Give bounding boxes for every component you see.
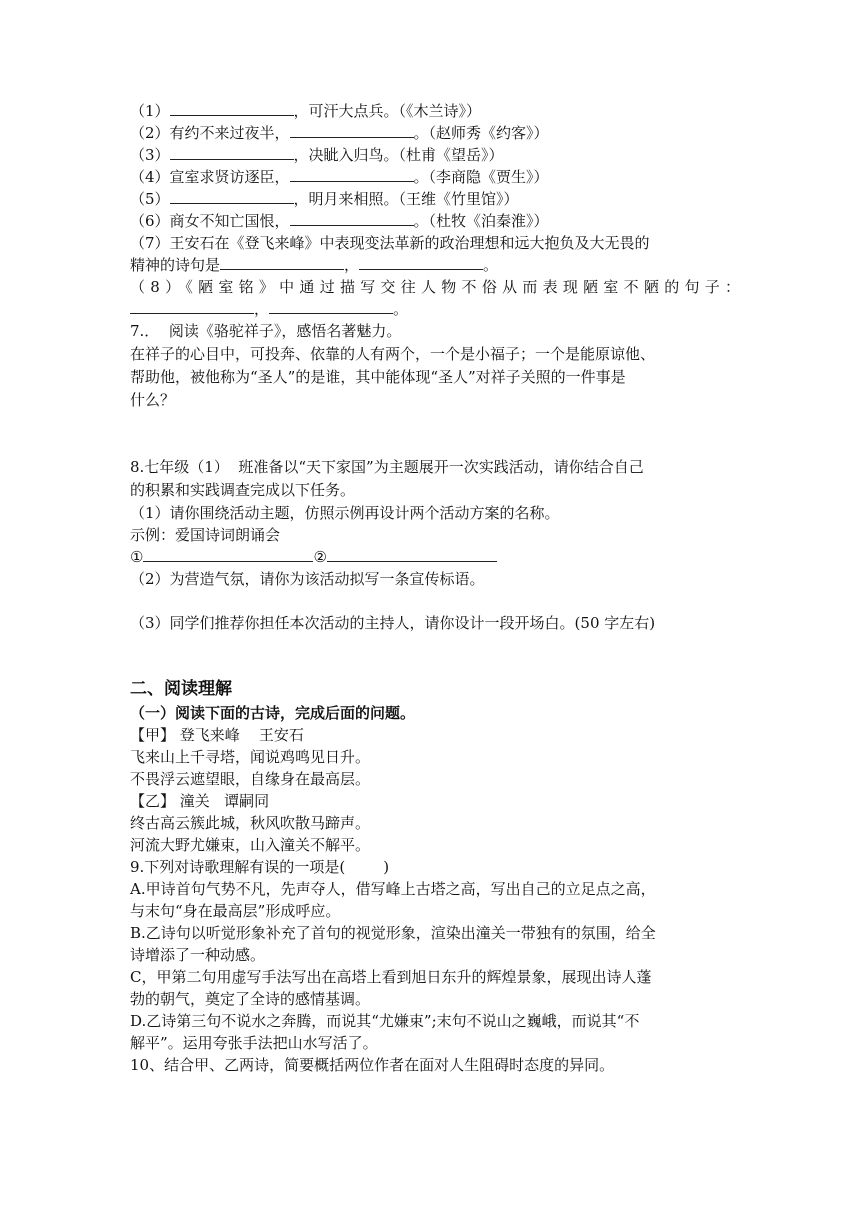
q6-item-1-suffix: ，可汗大点兵。（《木兰诗》） [293, 102, 482, 120]
section-subheading: （一）阅读下面的古诗，完成后面的问题。 [130, 704, 416, 722]
q6-item-8-line2 [130, 298, 740, 320]
q9-option-b-line1: B.乙诗句以听觉形象补充了首句的视觉形象，渲染出潼关一带独有的氛围，给全 [130, 924, 656, 942]
poem-a-line1: 飞来山上千寻塔，闻说鸡鸣见日升。 [130, 748, 371, 766]
q6-item-3-suffix: ，决眦入归鸟。（杜甫《望岳》） [293, 146, 504, 164]
q6-item-3 [130, 144, 740, 166]
q7-body-line2: 帮助他，被他称为“圣人”的是谁，其中能体现“圣人”对祥子关照的一件事是 [130, 368, 626, 386]
period: 。 [483, 256, 499, 274]
poem-a-title: 【甲】 登飞来峰 王安石 [130, 726, 304, 744]
q6-item-4-suffix: 。（李商隐《贾生》） [413, 168, 549, 186]
q7-body-line1: 在祥子的心目中，可投奔、依靠的人有两个，一个是小福子；一个是能原谅他、 [130, 345, 656, 363]
q6-item-7-line1: （7）王安石在《登飞来峰》中表现变法革新的政治理想和远大抱负及大无畏的 [130, 234, 650, 252]
q6-item-6-prefix: （6）商女不知亡国恨， [130, 212, 290, 230]
answer-blank[interactable] [290, 211, 414, 226]
q6-item-7-line2 [130, 254, 740, 276]
poem-b-title: 【乙】 潼关 谭嗣同 [130, 792, 270, 810]
document-page [130, 100, 740, 1076]
answer-blank[interactable] [170, 145, 294, 160]
q8-subquestion-3: （3）同学们推荐你担任本次活动的主持人，请你设计一段开场白。(50 字左右) [130, 614, 656, 632]
q6-item-7-prefix: 精神的诗句是 [130, 256, 221, 274]
separator: ， [254, 300, 270, 318]
answer-blank[interactable] [220, 255, 344, 270]
answer-space[interactable] [130, 590, 740, 612]
q6-item-2-prefix: （2）有约不来过夜半， [130, 124, 290, 142]
q9-option-a-line1: A.甲诗首句气势不凡，先声夺人，借写峰上古塔之高，写出自己的立足点之高， [130, 880, 656, 898]
poem-a-line2: 不畏浮云遮望眼，自缘身在最高层。 [130, 770, 371, 788]
circle-two-marker: ② [313, 548, 327, 566]
answer-blank[interactable] [130, 299, 254, 314]
poem-b-line1: 终古高云簇此城，秋风吹散马蹄声。 [130, 814, 371, 832]
q10-question: 10、结合甲、乙两诗，简要概括两位作者在面对人生阻碍时态度的异同。 [130, 1056, 615, 1074]
answer-blank[interactable] [269, 299, 393, 314]
period: 。 [393, 300, 409, 318]
q6-item-1 [130, 100, 740, 122]
q6-item-3-prefix: （3） [130, 146, 170, 164]
q8-subquestion-1: （1）请你围绕活动主题，仿照示例再设计两个活动方案的名称。 [130, 504, 560, 522]
q9-option-d-line1: D.乙诗第三句不说水之奔腾，而说其“尤嫌束”;末句不说山之巍峨，而说其“不 [130, 1012, 640, 1030]
answer-blank[interactable] [290, 167, 414, 182]
separator: ， [344, 256, 360, 274]
q9-option-c-line1: C，甲第二句用虚写手法写出在高塔上看到旭日东升的辉煌景象，展现出诗人蓬 [130, 968, 652, 986]
q6-item-4-prefix: （4）宣室求贤访逐臣， [130, 168, 290, 186]
q9-question: 9.下列对诗歌理解有误的一项是( ) [130, 858, 390, 876]
q9-option-c-line2: 勃的朝气，奠定了全诗的感情基调。 [130, 990, 371, 1008]
q6-item-2-suffix: 。（赵师秀《约客》） [413, 124, 549, 142]
poem-b-line2: 河流大野尤嫌束，山入潼关不解平。 [130, 836, 371, 854]
q7-title: 7.． 阅读《骆驼祥子》，感悟名著魅力。 [130, 322, 402, 340]
q8-answer-row [130, 546, 740, 568]
q6-item-6-suffix: 。（杜牧《泊秦淮》） [413, 212, 549, 230]
q6-item-8-line1: （8）《陋室铭》中通过描写交往人物不俗从而表现陋室不陋的句子： [130, 278, 740, 296]
q6-item-5 [130, 188, 740, 210]
q8-example: 示例：爱国诗词朗诵会 [130, 526, 281, 544]
q6-item-5-suffix: ，明月来相照。（王维《竹里馆》） [293, 190, 519, 208]
q6-item-4 [130, 166, 740, 188]
answer-blank[interactable] [143, 547, 313, 562]
answer-space[interactable] [130, 634, 740, 676]
q8-subquestion-2: （2）为营造气氛，请你为该活动拟写一条宣传标语。 [130, 570, 485, 588]
answer-blank[interactable] [170, 101, 294, 116]
answer-blank[interactable] [327, 547, 497, 562]
answer-blank[interactable] [290, 123, 414, 138]
q9-option-b-line2: 诗增添了一种动感。 [130, 946, 266, 964]
q8-title-line2: 的积累和实践调查完成以下任务。 [130, 481, 356, 499]
q7-body-line3: 什么？ [130, 391, 176, 409]
q6-item-1-prefix: （1） [130, 102, 170, 120]
q6-item-6 [130, 210, 740, 232]
answer-blank[interactable] [170, 189, 294, 204]
section-heading: 二、阅读理解 [130, 679, 232, 699]
answer-space[interactable] [130, 412, 740, 456]
q9-option-a-line2: 与末句“身在最高层”形成呼应。 [130, 902, 341, 920]
circle-one-marker: ① [130, 548, 144, 566]
answer-blank[interactable] [359, 255, 483, 270]
q9-option-d-line2: 解平”。运用夸张手法把山水写活了。 [130, 1034, 378, 1052]
q6-item-5-prefix: （5） [130, 190, 170, 208]
q8-title-line1: 8.七年级（1） 班准备以“天下家国”为主题展开一次实践活动，请你结合自己 [130, 458, 644, 476]
q6-item-2 [130, 122, 740, 144]
